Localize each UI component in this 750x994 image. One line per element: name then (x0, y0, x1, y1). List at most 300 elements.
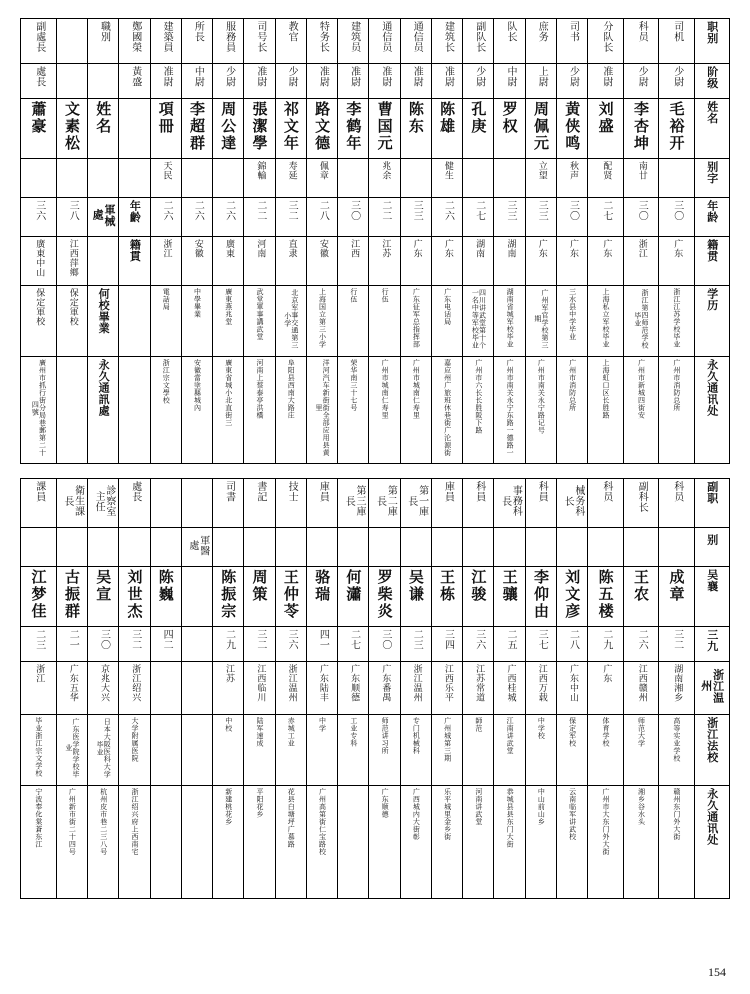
table-cell: 三六 (275, 627, 306, 662)
page-number: 154 (708, 965, 726, 979)
table-cell: 广东中山 (556, 662, 587, 715)
table-cell: 专门机械科 (400, 715, 431, 786)
table-cell: 江西 (338, 237, 369, 286)
cell-address-header: 永久通讯处 (694, 786, 729, 899)
table-cell: 年齡 (119, 198, 150, 237)
table-cell (463, 159, 494, 198)
table-cell: 毕业浙江宗文学校 (21, 715, 57, 786)
table-cell: 准尉 (306, 64, 337, 99)
table-cell: 二八 (556, 627, 587, 662)
table-cell: 江苏常道 (463, 662, 494, 715)
table-cell-name: 祁文年 (275, 99, 306, 159)
cell-age-header: 年龄 (694, 198, 729, 237)
table-cell (181, 715, 212, 786)
table-cell (588, 528, 623, 567)
table-row-education (21, 286, 730, 357)
cell-age-header: 三九 (694, 627, 729, 662)
table-cell: 广州市大东门外大街 (588, 786, 623, 899)
table-cell (21, 159, 57, 198)
table-cell (623, 528, 658, 567)
table-cell-name: 孔庚 (463, 99, 494, 159)
table-cell-name: 李超群 (181, 99, 212, 159)
table-cell: 湘乡谷水头 (623, 786, 658, 899)
table-cell: 准尉 (244, 64, 275, 99)
table-cell: 錦輸 (244, 159, 275, 198)
table-cell: 直隶 (275, 237, 306, 286)
table-cell: 庫員 (306, 479, 337, 528)
table-cell: 广州市城南仁寿里 (400, 357, 431, 464)
table-cell (338, 159, 369, 198)
table-cell: 二三 (21, 627, 57, 662)
table-cell: 三三 (525, 198, 556, 237)
table-cell: 庫員 (431, 479, 462, 528)
table-cell: 准尉 (150, 64, 181, 99)
table-cell: 所長 (181, 19, 212, 64)
table-cell: 第三庫長 (338, 479, 369, 528)
table-cell: 配贤 (588, 159, 623, 198)
table-cell: 广东顺德 (369, 786, 400, 899)
table-cell-name: 李杏坤 (623, 99, 658, 159)
table-cell: 浙江温州 (400, 662, 431, 715)
table-cell (88, 237, 119, 286)
table-cell: 师范大学 (623, 715, 658, 786)
table2-row-name (21, 567, 730, 627)
table-cell: 三三 (494, 198, 525, 237)
table-cell: 通信员 (400, 19, 431, 64)
cell-rank-header: 别 (694, 528, 729, 567)
table-cell: 江西临川 (244, 662, 275, 715)
table-cell: 保定軍校 (21, 286, 57, 357)
table-cell-name (119, 99, 150, 159)
table-cell: 二六 (213, 198, 244, 237)
table-cell: 技士 (275, 479, 306, 528)
table-cell-name: 何瀟 (338, 567, 369, 627)
table-cell (119, 528, 150, 567)
table-cell (431, 528, 462, 567)
table-cell: 三〇 (369, 627, 400, 662)
table-cell: 中尉 (181, 64, 212, 99)
table-cell: 洋河汽车新街街全部应用县黄里 (306, 357, 337, 464)
table-cell: 广东 (525, 237, 556, 286)
table-cell: 广西桂城 (494, 662, 525, 715)
table2-row-age (21, 627, 730, 662)
table-cell: 广州市新城四街安 (623, 357, 658, 464)
table-cell: 永久通訊處 (88, 357, 119, 464)
table-cell: 赤城工业 (275, 715, 306, 786)
table-cell (150, 528, 181, 567)
table-cell: 二八 (306, 198, 337, 237)
table-cell: 广东 (588, 237, 623, 286)
table-cell (21, 528, 57, 567)
table-cell: 浙江温州 (275, 662, 306, 715)
table-cell: 中尉 (494, 64, 525, 99)
table-cell (556, 528, 587, 567)
cell-origin-header: 浙江温州 (694, 662, 729, 715)
table-cell: 广东 (659, 237, 694, 286)
table-cell: 中学 (306, 715, 337, 786)
table-cell (181, 479, 212, 528)
table-cell: 庶务 (525, 19, 556, 64)
table-cell: 副處長 (21, 19, 57, 64)
table-cell: 行伍 (338, 286, 369, 357)
table-cell-name: 文素松 (56, 99, 87, 159)
table-cell: 科員 (463, 479, 494, 528)
table-cell: 河南讲武堂 (463, 786, 494, 899)
table-cell-name: 曹国元 (369, 99, 400, 159)
table-cell: 處長 (21, 64, 57, 99)
table-cell: 广西城内大街彰 (400, 786, 431, 899)
table-cell: 广州城第三期 (431, 715, 462, 786)
table-cell: 三〇 (659, 198, 694, 237)
table-cell: 新建桃花乡 (213, 786, 244, 899)
table-cell: 少尉 (659, 64, 694, 99)
table-cell-name: 江梦佳 (21, 567, 57, 627)
table-cell: 二九 (213, 627, 244, 662)
table-cell: 通信员 (369, 19, 400, 64)
table-cell: 二二 (244, 198, 275, 237)
table-cell: 武堂軍事講武堂 (244, 286, 275, 357)
table-cell: 三六 (463, 627, 494, 662)
table-cell: 广东 (588, 662, 623, 715)
table-cell-name: 項冊 (150, 99, 181, 159)
table-cell: 北京军事交通第三小学 (275, 286, 306, 357)
table-cell: 安徽 (181, 237, 212, 286)
table-cell: 軍械處 (88, 198, 119, 237)
table-cell: 事務科長 (494, 479, 525, 528)
table-cell: 少尉 (213, 64, 244, 99)
table-cell: 建筑员 (338, 19, 369, 64)
table-cell: 乐平城里金乡街 (431, 786, 462, 899)
cell-education-header: 浙江法校 (694, 715, 729, 786)
table-cell (275, 528, 306, 567)
table-cell: 准尉 (431, 64, 462, 99)
table-cell: 二二 (369, 198, 400, 237)
table-cell-name (181, 567, 212, 627)
table-cell: 三四 (431, 627, 462, 662)
table-cell: 广东 (556, 237, 587, 286)
table-cell (338, 528, 369, 567)
table-cell: 電話局 (150, 286, 181, 357)
table-cell (56, 357, 87, 464)
table-cell: 河南上蔡泰亭洪橋 (244, 357, 275, 464)
table-cell: 廣東燕兆堂 (213, 286, 244, 357)
table-cell: 三三 (400, 198, 431, 237)
table-cell: 江西萍鄉 (56, 237, 87, 286)
table-cell: 广州市消防总所 (659, 357, 694, 464)
table-cell: 三〇 (556, 198, 587, 237)
table-cell: 广州市消防总所 (556, 357, 587, 464)
table-cell: 上海虹口区长胜路 (588, 357, 623, 464)
table-cell: 職別 (88, 19, 119, 64)
table-cell: 湖南省城军校毕业 (494, 286, 525, 357)
table-cell-name: 陈五楼 (588, 567, 623, 627)
table-cell-name: 蕭豪 (21, 99, 57, 159)
table-cell (119, 357, 150, 464)
table-cell: 浙江 (623, 237, 658, 286)
table-cell: 广州市六长长胜阪下路 (463, 357, 494, 464)
table-cell: 大学附属医院 (119, 715, 150, 786)
table-cell: 副科长 (623, 479, 658, 528)
table-cell: 三六 (21, 198, 57, 237)
table-cell: 浙江 (21, 662, 57, 715)
table-cell: 广州新市街二十四号 (56, 786, 87, 899)
table-cell: 广东 (400, 237, 431, 286)
table-cell: 司書 (213, 479, 244, 528)
table-cell: 保定军校 (556, 715, 587, 786)
cell-job-header: 职别 (694, 19, 729, 64)
table-cell (88, 159, 119, 198)
table2-row-origin (21, 662, 730, 715)
table-cell: 准尉 (400, 64, 431, 99)
table-cell: 广州军官学校第三期 (525, 286, 556, 357)
table-cell-name: 陈振宗 (213, 567, 244, 627)
table-cell: 南廿 (623, 159, 658, 198)
table-cell (525, 528, 556, 567)
table-cell-name: 刘世杰 (119, 567, 150, 627)
table-cell: 三二 (659, 627, 694, 662)
table-cell: 二六 (181, 198, 212, 237)
table-row-rank (21, 64, 730, 99)
table-cell: 江苏 (369, 237, 400, 286)
table-cell: 三二 (119, 627, 150, 662)
table-cell: 第一庫長 (400, 479, 431, 528)
table-cell (463, 528, 494, 567)
table-cell: 處長 (119, 479, 150, 528)
table-cell: 三七 (525, 627, 556, 662)
table-cell (306, 528, 337, 567)
cell-name-header: 姓名 (694, 99, 729, 159)
table-cell: 二七 (463, 198, 494, 237)
table-cell (244, 528, 275, 567)
table-cell: 广州高第街仁宝路校 (306, 786, 337, 899)
table-cell: 湖南 (463, 237, 494, 286)
table-cell: 秋声 (556, 159, 587, 198)
table-cell: 教官 (275, 19, 306, 64)
table-cell-name: 成章 (659, 567, 694, 627)
table-cell-name: 姓名 (88, 99, 119, 159)
table-cell (150, 479, 181, 528)
table-cell: 四一 (306, 627, 337, 662)
table-cell (119, 159, 150, 198)
table-cell: 佩章 (306, 159, 337, 198)
table2-row-education (21, 715, 730, 786)
table-cell: 湖南 (494, 237, 525, 286)
table-cell: 科员 (659, 479, 694, 528)
table-cell: 二六 (150, 198, 181, 237)
table-cell: 师范讲习所 (369, 715, 400, 786)
table-cell: 二五 (494, 627, 525, 662)
table-cell: 广东医学院学校毕业 (56, 715, 87, 786)
table-cell-name: 罗权 (494, 99, 525, 159)
table-cell: 書記 (244, 479, 275, 528)
table-cell: 广东五华 (56, 662, 87, 715)
table-cell (56, 528, 87, 567)
table-cell-name: 李鹤年 (338, 99, 369, 159)
table-cell: 行伍 (369, 286, 400, 357)
table-cell (659, 528, 694, 567)
table-cell-name: 古振群 (56, 567, 87, 627)
table-row-origin (21, 237, 730, 286)
table-cell: 浙江江苏学校毕业 (659, 286, 694, 357)
table-cell: 安徽當塗縣城內 (181, 357, 212, 464)
table-cell: 建築員 (150, 19, 181, 64)
table-cell (494, 528, 525, 567)
table-cell: 江南讲武堂 (494, 715, 525, 786)
table-cell: 浙江宗文學校 (150, 357, 181, 464)
table-cell: 安徽 (306, 237, 337, 286)
table-row-name (21, 99, 730, 159)
table-cell: 广东番禺 (369, 662, 400, 715)
cell-alias-header: 别字 (694, 159, 729, 198)
table-cell (181, 786, 212, 899)
table-cell: 河南 (244, 237, 275, 286)
table-divider (20, 464, 730, 478)
table-cell (181, 662, 212, 715)
table-cell: 籍貫 (119, 237, 150, 286)
table-cell (213, 528, 244, 567)
table-cell: 三〇 (623, 198, 658, 237)
table-cell: 准尉 (588, 64, 623, 99)
table-cell: 高等实业学校 (659, 715, 694, 786)
table-cell-name: 黄侠鸣 (556, 99, 587, 159)
table-cell: 立望 (525, 159, 556, 198)
table-cell-name: 周公達 (213, 99, 244, 159)
table2-row-address (21, 786, 730, 899)
table-cell: 少尉 (275, 64, 306, 99)
table-cell: 服務員 (213, 19, 244, 64)
table-cell: 科员 (623, 19, 658, 64)
table-cell: 准尉 (369, 64, 400, 99)
cell-origin-header: 籍贯 (694, 237, 729, 286)
table-cell: 上海私立军校毕业 (588, 286, 623, 357)
cell-name-header: 吴襄 (694, 567, 729, 627)
table-cell: 陆军速成 (244, 715, 275, 786)
table-cell: 浙江 (150, 237, 181, 286)
table-cell: 嘉应州广旅班休巷街广沦源街 (431, 357, 462, 464)
table-cell (181, 159, 212, 198)
table-cell: 赣州东门外大街 (659, 786, 694, 899)
table-cell (119, 286, 150, 357)
table-cell: 江苏 (213, 662, 244, 715)
table-row-age (21, 198, 730, 237)
table-cell: 日本大阪医科大学毕业 (88, 715, 119, 786)
table-cell: 浙江第四师范学校毕业 (623, 286, 658, 357)
table2-row-rank (21, 528, 730, 567)
table-cell: 三二 (244, 627, 275, 662)
table-cell: 工业专科 (338, 715, 369, 786)
table-cell: 广州市城南仁寿里 (369, 357, 400, 464)
table-cell: 副队长 (463, 19, 494, 64)
table-cell-name: 周佩元 (525, 99, 556, 159)
table-cell: 鄭國榮 (119, 19, 150, 64)
table-cell: 广东征军总指挥部 (400, 286, 431, 357)
table-cell-name: 罗柴炎 (369, 567, 400, 627)
table-cell (494, 159, 525, 198)
table-cell: 天民 (150, 159, 181, 198)
table-cell (56, 19, 87, 64)
table-cell-name: 毛裕开 (659, 99, 694, 159)
table-cell-name: 陈雄 (431, 99, 462, 159)
table-cell: 廣東省城小北直街三 (213, 357, 244, 464)
table-cell: 平阳花乡 (244, 786, 275, 899)
table-cell-name: 刘盛 (588, 99, 623, 159)
table-cell (88, 64, 119, 99)
table-cell-name: 骆瑞 (306, 567, 337, 627)
table-cell (56, 64, 87, 99)
table-cell: 二六 (431, 198, 462, 237)
roster-table-bottom (20, 478, 730, 899)
table-cell: 司机 (659, 19, 694, 64)
table-cell: 京兆大兴 (88, 662, 119, 715)
table-row-alias (21, 159, 730, 198)
table-cell: 健生 (431, 159, 462, 198)
table-cell: 三〇 (88, 627, 119, 662)
table-cell (88, 528, 119, 567)
table-cell: 三水县中学毕业 (556, 286, 587, 357)
table-cell: 黃盛 (119, 64, 150, 99)
table2-row-job (21, 479, 730, 528)
table-cell-name: 江骏 (463, 567, 494, 627)
table-cell (400, 159, 431, 198)
cell-job-header: 副职 (694, 479, 729, 528)
table-cell: 衛生課長 (56, 479, 87, 528)
table-cell: 上尉 (525, 64, 556, 99)
cell-address-header: 永久通讯处 (694, 357, 729, 464)
table-cell: 何校畢業 (88, 286, 119, 357)
table-cell-name: 張潔學 (244, 99, 275, 159)
table-cell-name: 吴谦 (400, 567, 431, 627)
table-cell: 中校 (213, 715, 244, 786)
table-cell: 司书 (556, 19, 587, 64)
table-cell: 課員 (21, 479, 57, 528)
table-cell (338, 786, 369, 899)
table-cell (659, 159, 694, 198)
table-cell: 科員 (525, 479, 556, 528)
table-cell (213, 159, 244, 198)
table-cell: 四川讲武堂第十个一名中等军校毕业 (463, 286, 494, 357)
cell-education-header: 学历 (694, 286, 729, 357)
table-cell: 建筑长 (431, 19, 462, 64)
table-cell: 江西赣州 (623, 662, 658, 715)
table-cell (150, 662, 181, 715)
table-cell: 二九 (588, 627, 623, 662)
table-cell: 二三 (400, 627, 431, 662)
table-cell: 上海国立第三小学 (306, 286, 337, 357)
table-cell-name: 陈东 (400, 99, 431, 159)
table-cell: 浙江绍兴 (119, 662, 150, 715)
table-cell: 四二 (150, 627, 181, 662)
table-cell-name: 陈巍 (150, 567, 181, 627)
roster-table-top (20, 18, 730, 464)
table-cell: 队长 (494, 19, 525, 64)
table-cell: 廣東中山 (21, 237, 57, 286)
table-cell: 兆余 (369, 159, 400, 198)
table-cell-name: 王骧 (494, 567, 525, 627)
table-cell: 軍醫處 (181, 528, 212, 567)
table-cell (369, 528, 400, 567)
table-cell: 中學畢業 (181, 286, 212, 357)
table-cell: 寿延 (275, 159, 306, 198)
table-cell: 二七 (338, 627, 369, 662)
table-cell: 第二庫長 (369, 479, 400, 528)
table-cell-name: 王农 (623, 567, 658, 627)
table-cell: 广东 (431, 237, 462, 286)
cell-rank-header: 阶级 (694, 64, 729, 99)
table-cell: 廣東 (213, 237, 244, 286)
table-cell: 械务科长 (556, 479, 587, 528)
table-cell: 广东陆丰 (306, 662, 337, 715)
table-cell: 診察室主任 (88, 479, 119, 528)
